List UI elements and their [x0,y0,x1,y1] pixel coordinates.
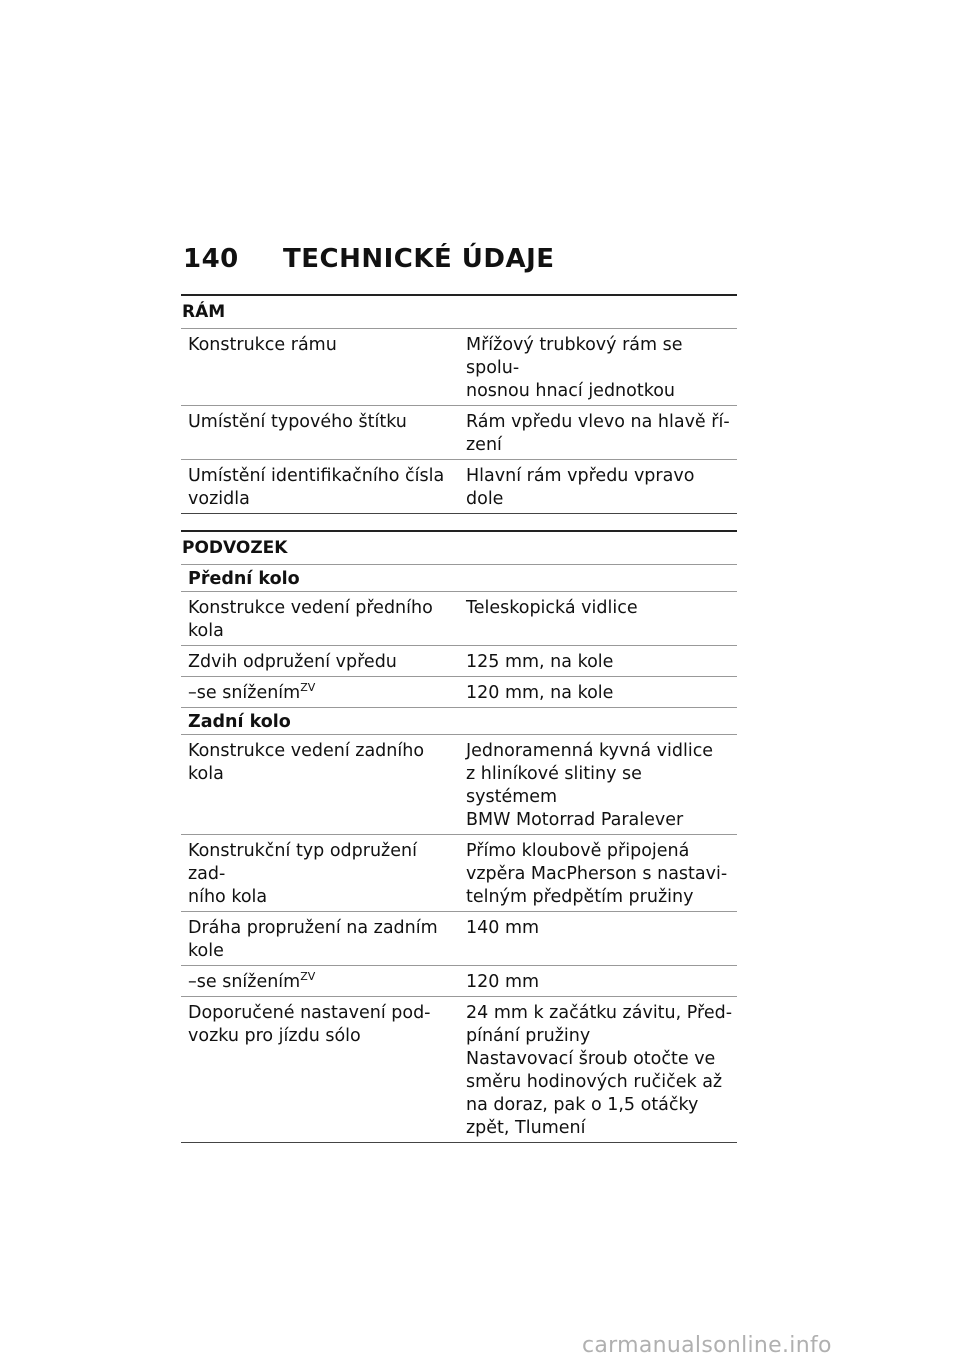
spec-value: 120 mm, na kole [458,677,737,708]
spec-label [181,966,458,997]
page-number: 140 [183,244,239,274]
table-row [181,592,737,646]
subsection-row [181,565,737,592]
table-row [181,912,737,966]
option-code: ZV [300,970,316,984]
spec-label: Konstrukce vedení předního kola [181,592,458,646]
section-title-chassis: PODVOZEK [181,530,737,564]
frame-table [181,328,737,514]
table-row [181,329,737,406]
subsection-row [181,708,737,735]
section-title-frame: RÁM [181,294,737,328]
page-header [183,244,555,274]
table-row [181,997,737,1143]
table-row [181,460,737,514]
watermark: carmanualsonline.info [582,1333,832,1358]
spec-label [181,677,458,708]
spec-label: Dráha propružení na zadním kole [181,912,458,966]
table-row [181,835,737,912]
spec-value: 24 mm k začátku závitu, Před- pínání pružiny Nastavovací šroub otočte ve směru hodinových ručiček až na doraz, pak o 1,5 otáčky zpět, Tlumení [458,997,737,1143]
spec-label: Konstrukce vedení zadního kola [181,735,458,835]
spec-value: 125 mm, na kole [458,646,737,677]
spec-label: Konstrukce rámu [181,329,458,406]
option-code: ZV [300,681,316,695]
spec-label: Umístění typového štítku [181,406,458,460]
spec-value: Mřížový trubkový rám se spolu- nosnou hnací jednotkou [458,329,737,406]
spec-label: Konstrukční typ odpružení zad- ního kola [181,835,458,912]
table-row [181,406,737,460]
spec-value: Jednoramenná kyvná vidlice z hliníkové slitiny se systémem BMW Motorrad Paralever [458,735,737,835]
subsection-title-rear-wheel: Zadní kolo [181,708,737,735]
spec-value: 120 mm [458,966,737,997]
spec-label-text: –se snížením [188,683,301,703]
subsection-title-front-wheel: Přední kolo [181,565,737,592]
content [181,294,737,1143]
table-row [181,735,737,835]
spec-value: Hlavní rám vpředu vpravo dole [458,460,737,514]
table-row [181,677,737,708]
page-title: TECHNICKÉ ÚDAJE [283,244,555,274]
spec-value: Přímo kloubově připojená vzpěra MacPherson s nastavi- telným předpětím pružiny [458,835,737,912]
spec-value: 140 mm [458,912,737,966]
chassis-table [181,564,737,1143]
spec-label: Umístění identifikačního čísla vozidla [181,460,458,514]
spec-label: Doporučené nastavení pod- vozku pro jízdu sólo [181,997,458,1143]
spec-label: Zdvih odpružení vpředu [181,646,458,677]
spec-label-text: –se snížením [188,972,301,992]
table-row [181,646,737,677]
table-row [181,966,737,997]
spec-value: Rám vpředu vlevo na hlavě ří- zení [458,406,737,460]
spec-value: Teleskopická vidlice [458,592,737,646]
